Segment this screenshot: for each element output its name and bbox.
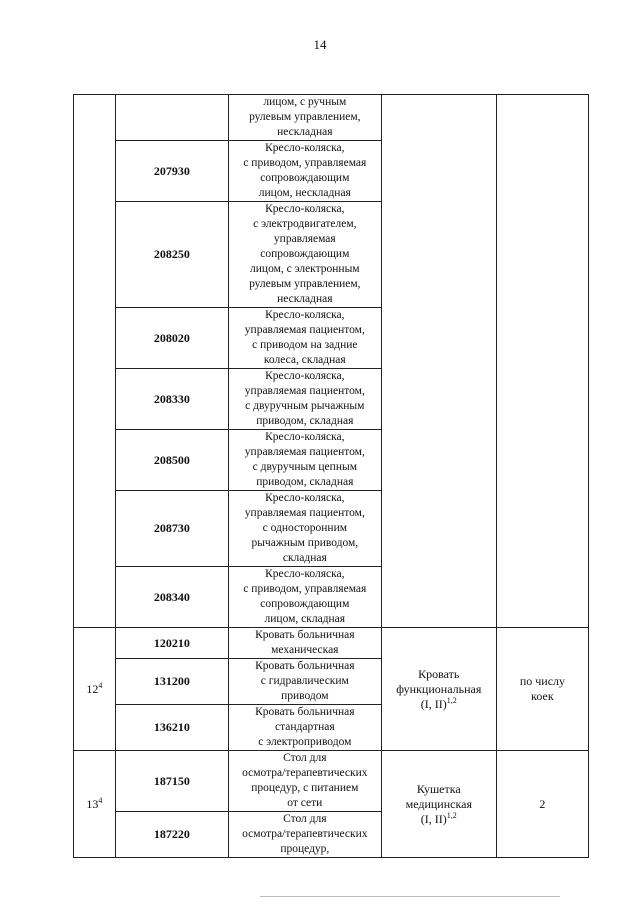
equipment-name-cell [381,751,496,858]
quantity-line: коек [531,689,554,703]
name-line: (I, II)$^{1,2}$ [420,695,457,711]
description-line: нескладная [277,293,333,305]
description-line: сопровождающим [260,248,350,260]
code-cell [115,95,228,141]
description-line: Кресло-коляска, [265,203,345,215]
description-line: управляемая [273,233,336,245]
footnote-marker: 4 [98,680,103,690]
description-line: управляемая пациентом, [244,385,365,397]
description-line: приводом [281,690,329,702]
description-line: осмотра/терапевтических [242,828,368,840]
name-line: Кровать [418,666,460,681]
table-row [74,628,589,659]
code-cell: 120210 [115,628,228,659]
code-cell: 208500 [115,430,228,491]
name-line: Кушетка [416,781,461,796]
quantity-cell [496,95,588,628]
quantity-cell: 2 [496,751,588,858]
code-cell: 208330 [115,369,228,430]
footnote-marker: 1,2 [446,810,457,820]
table-row [74,95,589,141]
code-cell: 187150 [115,751,228,812]
description-line: с гидравлическим [260,675,349,687]
description-cell [228,202,381,308]
description-line: с односторонним [262,522,348,534]
description-cell [228,308,381,369]
name-line: медицинская [405,796,472,811]
footnote-marker: 1,2 [446,695,457,705]
description-line: Кровать больничная [255,706,355,718]
quantity-cell [496,628,588,751]
code-cell: 208340 [115,567,228,628]
description-line: с двуручным цепным [252,461,357,473]
description-line: Кресло-коляска, [265,370,345,382]
code-cell: 208250 [115,202,228,308]
description-cell [228,491,381,567]
code-cell: 131200 [115,659,228,705]
description-line: складная [282,552,327,564]
description-line: колеса, складная [263,354,346,366]
description-line: Кресло-коляска, [265,492,345,504]
description-line: с электроприводом [258,736,352,748]
description-line: Стол для [283,813,327,825]
description-line: приводом, складная [256,476,354,488]
description-cell [228,95,381,141]
description-cell [228,567,381,628]
description-cell [228,751,381,812]
description-line: сопровождающим [260,172,350,184]
code-cell: 208730 [115,491,228,567]
name-line: функциональная [396,681,482,696]
description-line: Стол для [283,752,327,764]
page-edge-line [260,896,560,897]
description-line: лицом, нескладная [258,187,351,199]
description-cell [228,659,381,705]
description-line: процедур, с питанием [251,782,359,794]
equipment-name-cell [381,95,496,628]
row-number-cell: $13^4$ [74,751,116,858]
page-number: 14 [313,37,327,52]
description-line: от сети [287,797,323,809]
equipment-name-cell [381,628,496,751]
description-line: нескладная [277,126,333,138]
description-line: рулевым управлением, [249,278,361,290]
description-line: Кровать больничная [255,629,355,641]
description-line: управляемая пациентом, [244,446,365,458]
description-cell [228,430,381,491]
description-cell [228,141,381,202]
description-cell [228,705,381,751]
footnote-marker: 4 [98,795,103,805]
description-line: механическая [271,644,339,656]
description-line: с приводом, управляемая [243,157,367,169]
description-line: стандартная [274,721,335,733]
description-line: сопровождающим [260,598,350,610]
code-cell: 187220 [115,812,228,858]
code-cell: 208020 [115,308,228,369]
description-line: с приводом, управляемая [243,583,367,595]
description-line: управляемая пациентом, [244,324,365,336]
description-line: лицом, складная [264,613,346,625]
description-line: с электродвигателем, [253,218,357,230]
description-line: Кресло-коляска, [265,309,345,321]
description-line: с двуручным рычажным [245,400,365,412]
description-line: Кресло-коляска, [265,142,345,154]
description-line: рычажным приводом, [251,537,359,549]
description-line: с приводом на задние [252,339,358,351]
description-line: приводом, складная [256,415,354,427]
code-cell: 136210 [115,705,228,751]
description-line: рулевым управлением, [249,111,361,123]
row-number-cell [74,95,116,628]
description-cell [228,812,381,858]
quantity-line: по числу [519,674,566,688]
description-line: Кресло-коляска, [265,431,345,443]
table-row [74,751,589,812]
equipment-table [73,94,589,858]
name-line: (I, II)$^{1,2}$ [420,810,457,826]
description-line: управляемая пациентом, [244,507,365,519]
description-cell [228,628,381,659]
description-line: лицом, с электронным [250,263,360,275]
code-cell: 207930 [115,141,228,202]
description-line: процедур, [280,843,330,855]
row-number-cell: $12^4$ [74,628,116,751]
description-line: Кровать больничная [255,660,355,672]
description-line: лицом, с ручным [263,96,347,108]
description-line: Кресло-коляска, [265,568,345,580]
description-line: осмотра/терапевтических [242,767,368,779]
description-cell [228,369,381,430]
